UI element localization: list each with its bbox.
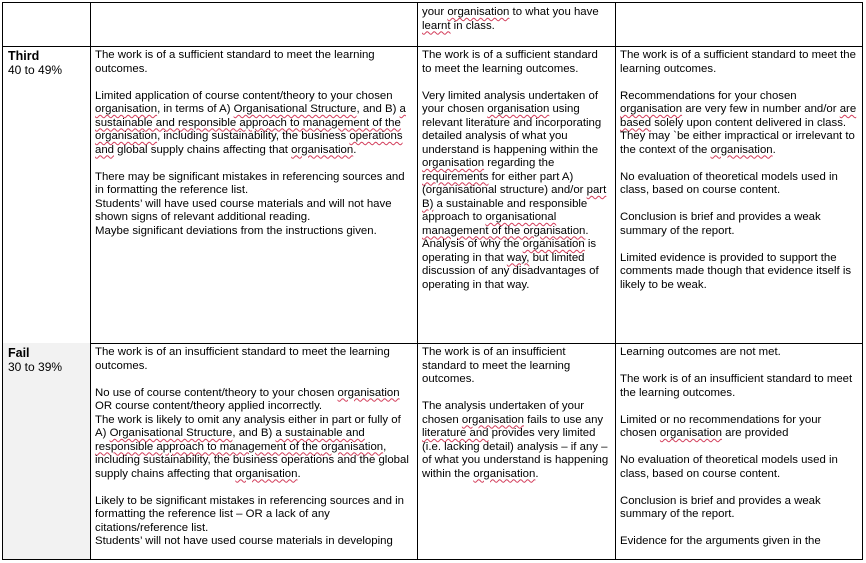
grade-label: Fail	[8, 346, 30, 360]
paragraph: Limited or no recommendations for your chosen organisation are provided	[620, 413, 822, 439]
grade-cell-empty	[3, 3, 91, 47]
paragraph: The analysis undertaken of your chosen organisation fails to use any literature and provides very limited (i.e. lacking detail) analysis – if any – of what you understand is happening within the organisation.	[422, 400, 609, 480]
paragraph: Evidence for the arguments given in the	[620, 535, 821, 547]
paragraph: Very limited analysis undertaken of your chosen organisation using relevant literature and incorporating detailed analysis of what you understand is happening within the organisation regarding the requirements for either part A) (organisational structure) and/or part B) a sustainable and responsible approach to organisational management of the organisation. Analysis of why the organisation is operating in that way, but limited discussion of any disadvantages of operating in that way.	[422, 89, 607, 291]
paragraph: Likely to be significant mistakes in referencing sources and in formatting the reference list – OR a lack of any citations/reference list.	[95, 494, 404, 534]
paragraph: Maybe significant deviations from the instructions given.	[95, 224, 377, 237]
paragraph: The work is of a sufficient standard to meet the learning outcomes.	[422, 49, 598, 75]
paragraph: Conclusion is brief and provides a weak summary of the report.	[620, 494, 821, 520]
paragraph: The work is of a sufficient standard to meet the learning outcomes.	[620, 49, 856, 75]
paragraph: No evaluation of theoretical models used in class, based on course content.	[620, 454, 838, 480]
paragraph: Students’ will not have used course materials in developing	[95, 535, 393, 547]
paragraph: The work is likely to omit any analysis either in part or fully of A) Organisational Structure, and B) a sustainable and responsible approach to management of the organisation, including sustainability, the business operations and the global supply chains affecting that organisation.	[95, 413, 409, 480]
paragraph: Limited application of course content/theory to your chosen organisation, in terms of A) Organisational Structure, and B) a sustainable and responsible approach to management of the organisation, including sustainability, the business operations and global supply chains affecting that organisation.	[95, 89, 406, 156]
paragraph: Learning outcomes are not met.	[620, 346, 781, 358]
paragraph: The work is of an insufficient standard to meet the learning outcomes.	[422, 346, 571, 385]
grade-range: 40 to 49%	[8, 63, 63, 77]
paragraph: No use of course content/theory to your chosen organisation OR course content/theory applied incorrectly.	[95, 386, 400, 412]
recommendations-cell-empty	[615, 3, 863, 47]
approach-cell-fragment: your organisation to what you have learnt in class.	[417, 3, 616, 47]
grade-cell-fail	[3, 343, 91, 560]
paragraph: The work is of an insufficient standard to meet the learning outcomes.	[95, 346, 390, 372]
paragraph: The work is of a sufficient standard to meet the learning outcomes.	[95, 49, 375, 75]
paragraph: Students’ will have used course materials and will not have shown signs of relevant additional reading.	[95, 197, 392, 223]
paragraph: Limited evidence is provided to support the comments made though that evidence itself is likely to be weak.	[620, 251, 852, 291]
third-analysis-cell	[417, 46, 616, 344]
grade-label: Third	[8, 49, 40, 63]
grade-cell-third	[3, 46, 91, 344]
paragraph: Conclusion is brief and provides a weak summary of the report.	[620, 211, 821, 237]
fail-criteria-cell	[90, 343, 418, 560]
fail-recommendations-cell	[615, 343, 863, 560]
grade-range: 30 to 39%	[8, 360, 63, 374]
grading-rubric-table	[2, 2, 863, 560]
third-recommendations-cell	[615, 46, 863, 344]
criteria-cell-empty	[90, 3, 418, 47]
paragraph: There may be significant mistakes in referencing sources and in formatting the reference list.	[95, 170, 405, 196]
paragraph: No evaluation of theoretical models used in class, based on course content.	[620, 170, 838, 196]
fail-analysis-cell	[417, 343, 616, 560]
paragraph: Recommendations for your chosen organisation are very few in number and/or are based solely upon content delivered in class. They may `be either impractical or irrelevant to the context of the organisation.	[620, 89, 857, 156]
third-criteria-cell	[90, 46, 418, 344]
paragraph: The work is of an insufficient standard to meet the learning outcomes.	[620, 373, 853, 399]
